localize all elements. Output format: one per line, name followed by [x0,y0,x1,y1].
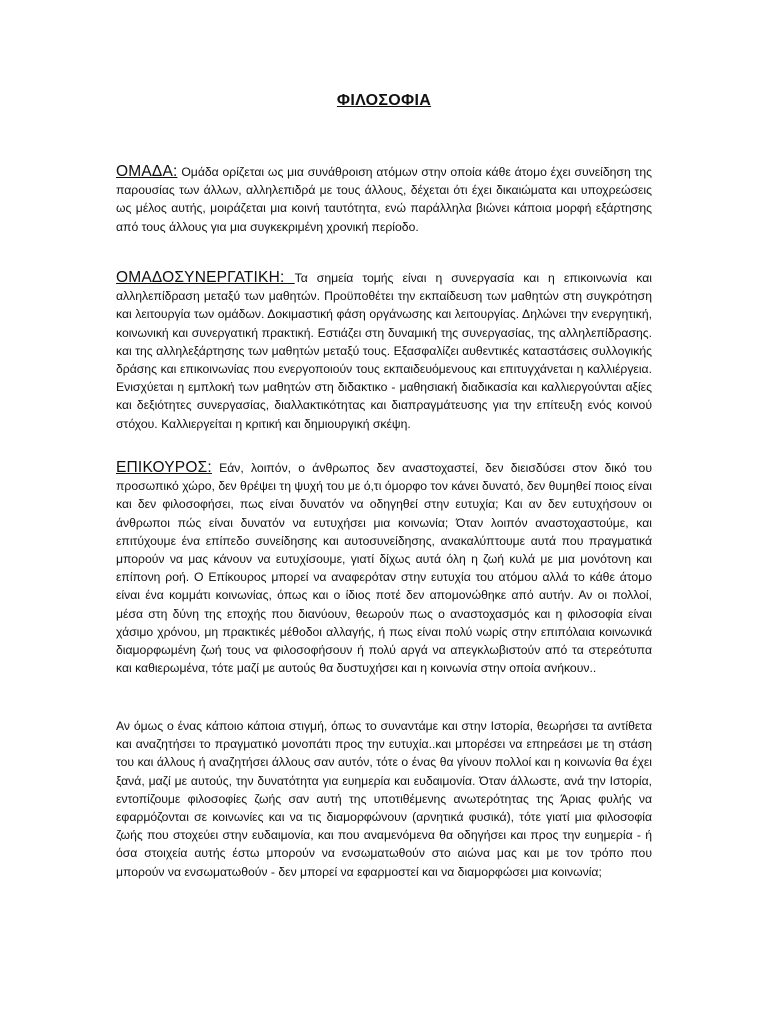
section-term-epikouros: ΕΠΙΚΟΥΡΟΣ: [116,459,212,476]
section-epikouros [116,459,652,677]
section-text-epikouros: Εάν, λοιπόν, ο άνθρωπος δεν αναστοχαστεί, δεν διεισδύσει στον δικό του προσωπικό χώρο, δεν θρέψει τη ψυχή του με ό,τι όμορφο τον κάνει δυνατό, δεν θυμηθεί ποιος είναι και δεν φιλοσοφήσει, πως είναι δυνατόν να οδηγηθεί στην ευτυχία; Και αν δεν ευτυχήσουν οι άνθρωποι πώς είναι δυνατόν να ευτυχήσει μια κοινωνία; Όταν λοιπόν αναστοχαστούμε, και επιτύχουμε ένα επίπεδο συνείδησης και αυτοσυνείδησης, ανακαλύπτουμε αυτά που πραγματικά μπορούν να μας κάνουν να ευτυχίσουμε, γιατί δίχως αυτά όλη η ζωή κυλά με μια μονότονη και επίπονη ροή. Ο Επίκουρος μπορεί να αναφερόταν στην ευτυχία του ατόμου αλλά το κάθε άτομο είναι ένα κομμάτι κοινωνίας, όπως και ο ίδιος ποτέ δεν απομονώθηκε από αυτήν. Αν οι πολλοί, μέσα στη δύνη της εποχής που διανύουν, θεωρούν πως ο αναστοχασμός και η φιλοσοφία είναι χάσιμο χρόνου, μη πρακτικές μέθοδοι αλλαγής, ή πως είναι πολύ νωρίς στην επιπόλαια κοινωνικά διαμορφωμένη ζωή τους να φιλοσοφήσουν ή πολύ αργά να απεγκλωβιστούν από τα στερεότυπα και καθιερωμένα, τότε μαζί με αυτούς θα δυστυχήσει και η κοινωνία στην οποία ανήκουν.. [116,461,652,676]
section-term-omada: ΟΜΑΔΑ: [116,163,178,180]
section-text-omadosynergatiki: Τα σημεία τομής είναι η συνεργασία και η επικοινωνία και αλληλεπίδραση μεταξύ των μαθητών. Προϋποθέτει την εκπαίδευση των μαθητών στη συγκρότηση και λειτουργία των ομάδων. Δοκιμαστική φάση οργάνωσης και λειτουργίας. Δηλώνει την ενεργητική, κοινωνική και συνεργατική πρακτική. Εστιάζει στη δυναμική της συνεργασίας, της αλληλεπίδρασης. και της αλληλεξάρτησης των μαθητών μεταξύ τους. Εξασφαλίζει αυθεντικές καταστάσεις συλλογικής δράσης και επικοινωνίας που ενεργοποιούν τους εκπαιδευόμενους και επιτυγχάνεται η καλλιέργεια. Ενισχύεται η εμπλοκή των μαθητών στη διδακτικο - μαθησιακή διαδικασία και καλλιεργούνται αξίες και δεξιότητες συνεργασίας, διαλλακτικότητας και διαπραγμάτευσης για την επίτευξη ενός κοινού στόχου. Καλλιεργείται η κριτική και δημιουργική σκέψη. [116,271,652,431]
document-title: ΦΙΛΟΣΟΦΙΑ [336,92,432,109]
section-text-conclusion: Αν όμως ο ένας κάποιο κάποια στιγμή, όπως το συναντάμε και στην Ιστορία, θεωρήσει τα αντίθετα και αναζητήσει το πραγματικό μονοπάτι προς την ευτυχία..και μπορέσει να επηρεάσει με τη στάση του και άλλους ή αναζητήσει άλλους σαν αυτόν, τότε ο ένας θα γίνουν πολλοί και η κοινωνία θα έχει ξανά, μαζί με αυτούς, την δυνατότητα για ευημερία και ευδαιμονία. Όταν άλλωστε, ανά την Ιστορία, εντοπίζουμε φιλοσοφίες ζωής σαν αυτή της υποτιθέμενης ανωτερότητας της Άριας φυλής να εφαρμόζονται σε κοινωνίες και να τις διαμορφώνουν (αρνητικά φυσικά), τότε γιατί μια φιλοσοφία ζωής που στοχεύει στην ευδαιμονία, και που αναμενόμενα θα οδηγήσει και προς την ευημερία - ή όσα στοιχεία αυτής έστω μπορούν να ενσωματωθούν στο αιώνα μας και με τον τρόπο που μπορούν να ενσωματωθούν - δεν μπορεί να εφαρμοστεί και να διαμορφώσει μια κοινωνία; [116,719,652,879]
section-omada [116,163,652,236]
section-text-omada: Ομάδα ορίζεται ως μια συνάθροιση ατόμων στην οποία κάθε άτομο έχει συνείδηση της παρουσίας των άλλων, αλληλεπιδρά με τους άλλους, δέχεται ότι έχει δικαιώματα και υποχρεώσεις ως μέλος αυτής, μοιράζεται μια κοινή ταυτότητα, ενώ παράλληλα βιώνει κάποια μορφή εξάρτησης από τους άλλους για μια συγκεκριμένη χρονική περίοδο. [116,165,652,234]
section-omadosynergatiki [116,269,652,433]
section-term-omadosynergatiki: ΟΜΑΔΟΣΥΝΕΡΓΑΤΙΚΗ: [116,269,295,286]
section-conclusion [116,717,652,881]
